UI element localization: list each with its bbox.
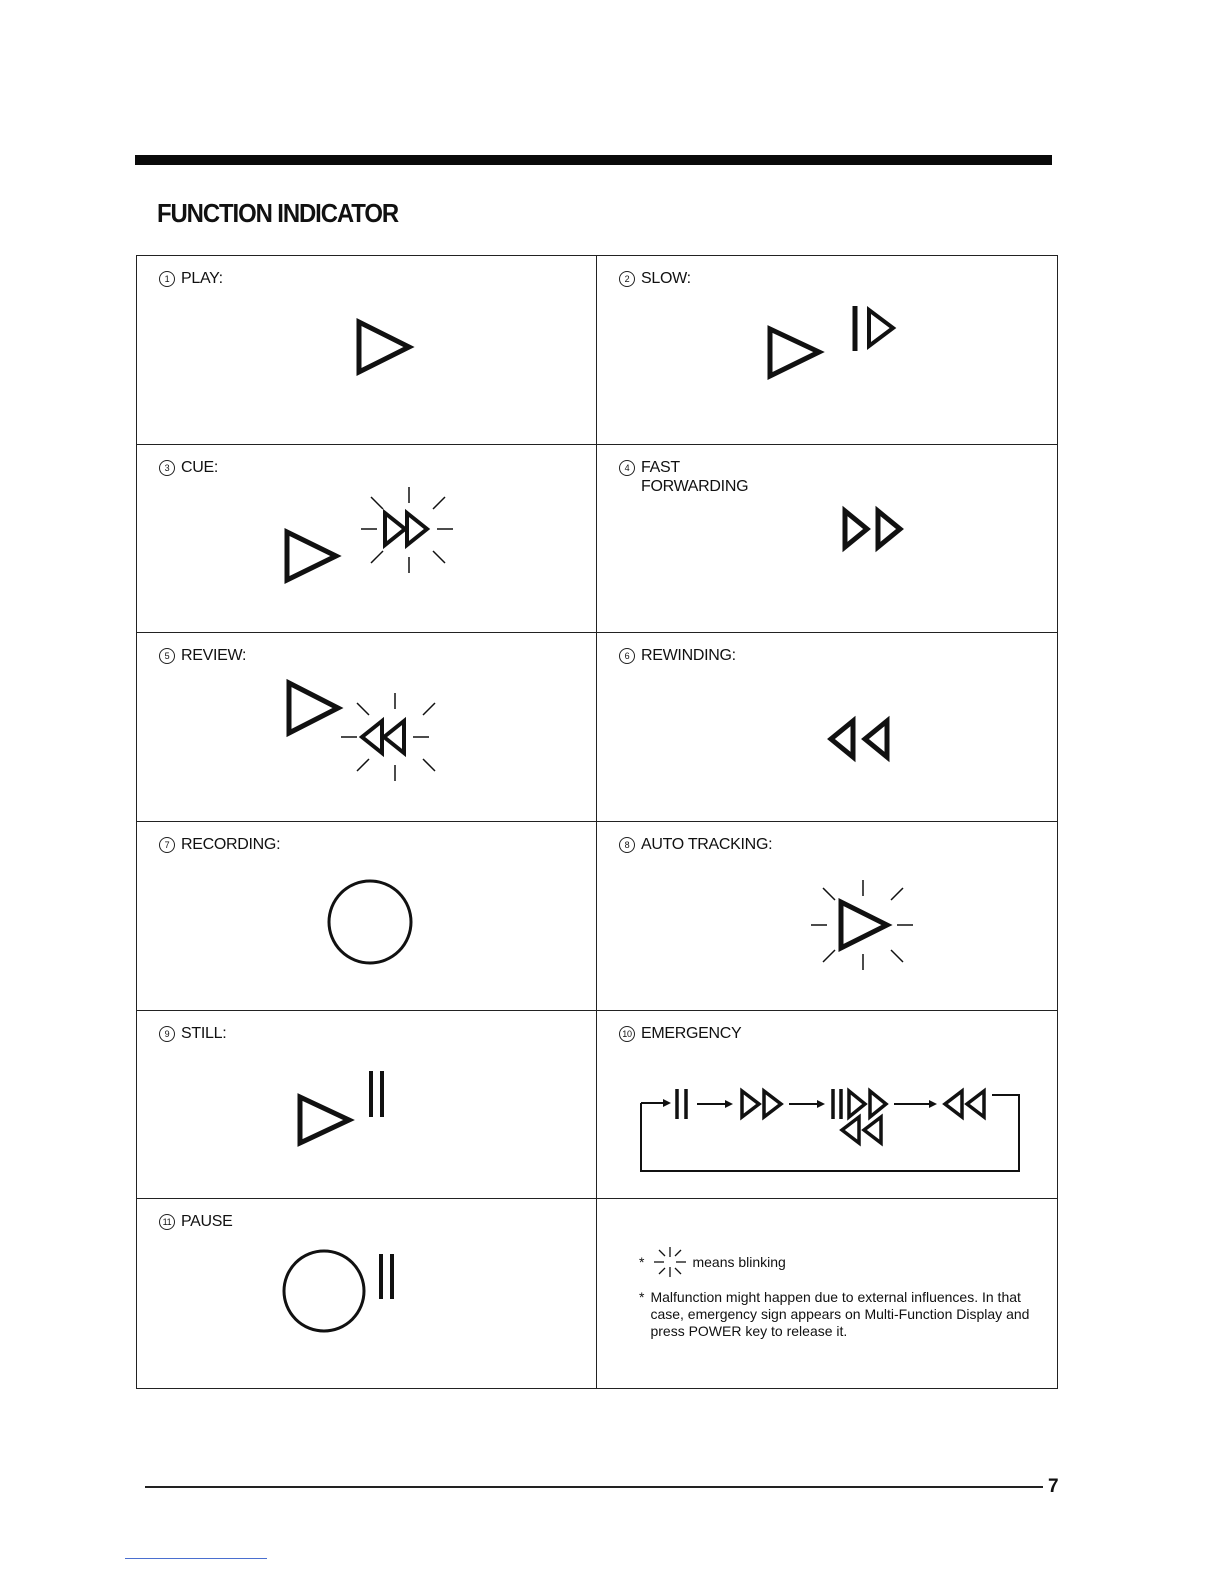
footer-underline — [125, 1558, 267, 1559]
item-number: 7 — [159, 837, 175, 853]
cell-still — [137, 1011, 597, 1200]
cell-notes — [597, 1199, 1057, 1388]
cell-cue — [137, 445, 597, 634]
item-number: 9 — [159, 1026, 175, 1042]
review-icon — [137, 633, 597, 822]
item-number: 5 — [159, 648, 175, 664]
cell-pause — [137, 1199, 597, 1388]
slow-icon — [597, 256, 1057, 445]
malfunction-note: * Malfunction might happen due to external influences. In that case, emergency sign appears on Multi-Function Display and press POWER key to release it. — [639, 1289, 1030, 1340]
cell-label: 10 EMERGENCY — [619, 1024, 741, 1043]
item-number: 8 — [619, 837, 635, 853]
item-number: 4 — [619, 460, 635, 476]
cell-auto-tracking — [597, 822, 1057, 1011]
auto-tracking-icon — [597, 822, 1057, 1011]
top-rule — [135, 155, 1052, 165]
function-indicator-table — [136, 255, 1058, 1389]
cell-play — [137, 256, 597, 445]
blink-note-text: means blinking — [692, 1253, 786, 1270]
bottom-rule — [145, 1486, 1043, 1488]
pause-icon — [137, 1199, 597, 1388]
still-icon — [137, 1011, 597, 1200]
item-number: 1 — [159, 271, 175, 287]
rewind-icon — [597, 633, 1057, 822]
cell-label: 7 RECORDING: — [159, 835, 280, 854]
cell-label: 9 STILL: — [159, 1024, 226, 1043]
cell-recording — [137, 822, 597, 1011]
emergency-cycle-icon — [597, 1011, 1057, 1200]
cell-label: 3 CUE: — [159, 458, 218, 477]
item-number: 6 — [619, 648, 635, 664]
cue-icon — [137, 445, 597, 634]
cell-label: 1 PLAY: — [159, 269, 223, 288]
page-number: 7 — [1048, 1476, 1059, 1497]
notes — [639, 1245, 1030, 1340]
cell-label: 6 REWINDING: — [619, 646, 736, 665]
play-icon — [137, 256, 597, 445]
item-number: 11 — [159, 1214, 175, 1230]
blink-symbol-icon — [648, 1245, 688, 1279]
cell-label: 4 FAST FORWARDING — [619, 458, 748, 496]
cell-emergency — [597, 1011, 1057, 1200]
record-icon — [137, 822, 597, 1011]
cell-fast-forwarding — [597, 445, 1057, 634]
cell-slow — [597, 256, 1057, 445]
cell-label: 5 REVIEW: — [159, 646, 246, 665]
cell-review — [137, 633, 597, 822]
cell-rewinding — [597, 633, 1057, 822]
cell-label: 2 SLOW: — [619, 269, 691, 288]
page-title: FUNCTION INDICATOR — [157, 198, 399, 228]
item-number: 10 — [619, 1026, 635, 1042]
malfunction-note-text: Malfunction might happen due to external influences. In that case, emergency sign appears on Multi-Function Display and press POWER key to release it. — [650, 1289, 1030, 1340]
blink-note: * means blinking — [639, 1245, 1030, 1279]
fast-forward-icon — [597, 445, 1057, 634]
cell-label: 8 AUTO TRACKING: — [619, 835, 772, 854]
cell-label: 11 PAUSE — [159, 1212, 233, 1231]
item-number: 2 — [619, 271, 635, 287]
item-number: 3 — [159, 460, 175, 476]
